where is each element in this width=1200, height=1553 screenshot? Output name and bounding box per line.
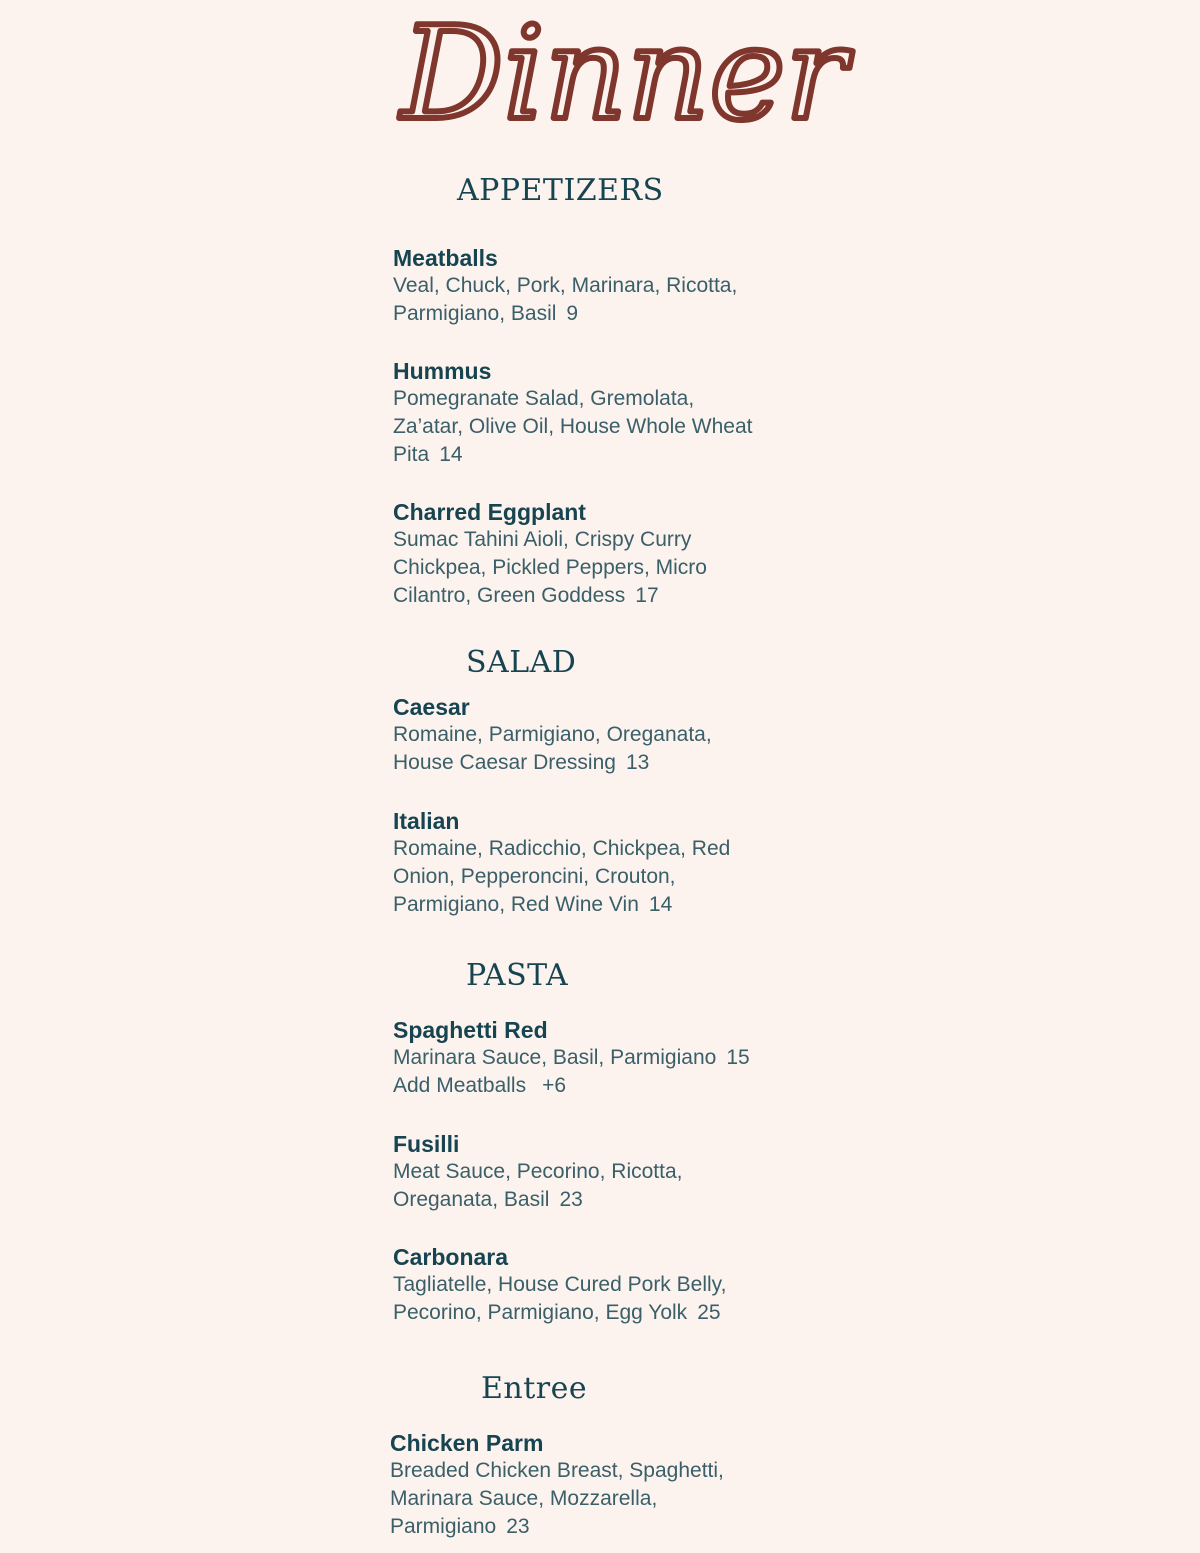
- menu-item-italian: [393, 807, 730, 919]
- item-name: Spaghetti Red: [393, 1017, 548, 1043]
- menu-item-fusilli: [393, 1130, 682, 1214]
- item-description: Romaine, Parmigiano, Oreganata,: [393, 723, 712, 746]
- item-description: [393, 891, 730, 919]
- menu-title-text: Dinner: [401, 0, 847, 149]
- item-price: 15: [726, 1046, 750, 1069]
- item-price: 13: [625, 751, 650, 774]
- item-description: [393, 441, 752, 469]
- item-name: Fusilli: [393, 1131, 460, 1157]
- menu-title: [395, 0, 847, 149]
- menu-item-hummus: [393, 357, 752, 469]
- item-price: 23: [506, 1515, 530, 1538]
- item-price: 17: [635, 584, 659, 607]
- menu-item-chicken-parm: [390, 1429, 724, 1541]
- item-name: Chicken Parm: [390, 1430, 544, 1456]
- item-description: [393, 300, 737, 328]
- menu-item-charred-eggplant: [393, 498, 707, 610]
- item-name: Caesar: [393, 694, 470, 720]
- item-addon: [393, 1072, 750, 1100]
- item-name: Italian: [393, 808, 460, 834]
- item-description: [393, 1186, 682, 1214]
- item-price: 14: [648, 893, 673, 916]
- item-description: Meat Sauce, Pecorino, Ricotta,: [393, 1160, 683, 1183]
- section-heading-salad: SALAD: [466, 645, 577, 680]
- item-addon-text: Add Meatballs: [393, 1074, 527, 1097]
- item-price: 25: [697, 1301, 721, 1324]
- menu-item-meatballs: [393, 244, 737, 328]
- item-description: Tagliatelle, House Cured Pork Belly,: [393, 1273, 727, 1296]
- menu-item-carbonara: [393, 1243, 726, 1327]
- item-description-text: Parmigiano, Basil: [393, 302, 557, 325]
- item-addon-price: +6: [542, 1074, 567, 1097]
- section-heading-entree: Entree: [481, 1371, 588, 1406]
- item-description: Chickpea, Pickled Peppers, Micro: [393, 556, 707, 579]
- item-name: Hummus: [393, 358, 492, 384]
- item-price: 23: [559, 1188, 583, 1211]
- item-description: [390, 1513, 724, 1541]
- menu-item-spaghetti-red: [393, 1016, 750, 1100]
- item-description-text: Parmigiano, Red Wine Vin: [393, 893, 639, 916]
- item-description-text: Pita: [393, 443, 430, 466]
- section-heading-appetizers: APPETIZERS: [457, 173, 664, 208]
- item-description-text: Marinara Sauce, Basil, Parmigiano: [393, 1046, 717, 1069]
- section-heading-pasta: PASTA: [466, 958, 569, 993]
- item-description: [393, 582, 707, 610]
- item-description: Sumac Tahini Aioli, Crispy Curry: [393, 528, 692, 551]
- item-description-text: Pecorino, Parmigiano, Egg Yolk: [393, 1301, 688, 1324]
- item-name: Charred Eggplant: [393, 499, 586, 525]
- item-price: 14: [439, 443, 463, 466]
- item-description: Veal, Chuck, Pork, Marinara, Ricotta,: [393, 274, 738, 297]
- item-description: Onion, Pepperoncini, Crouton,: [393, 865, 676, 888]
- item-description: Romaine, Radicchio, Chickpea, Red: [393, 837, 731, 860]
- item-description: [393, 1299, 726, 1327]
- item-description: Za’atar, Olive Oil, House Whole Wheat: [393, 415, 753, 438]
- item-price: 9: [566, 302, 579, 325]
- item-description: Breaded Chicken Breast, Spaghetti,: [390, 1459, 724, 1482]
- item-description-text: Cilantro, Green Goddess: [393, 584, 626, 607]
- item-description: [393, 1044, 750, 1072]
- item-description: Marinara Sauce, Mozzarella,: [390, 1487, 658, 1510]
- item-description: Pomegranate Salad, Gremolata,: [393, 387, 695, 410]
- menu-item-caesar: [393, 693, 712, 777]
- item-description-text: House Caesar Dressing: [393, 751, 616, 774]
- item-name: Carbonara: [393, 1244, 509, 1270]
- item-name: Meatballs: [393, 245, 498, 271]
- item-description-text: Parmigiano: [390, 1515, 497, 1538]
- item-description: [393, 749, 712, 777]
- item-description-text: Oreganata, Basil: [393, 1188, 550, 1211]
